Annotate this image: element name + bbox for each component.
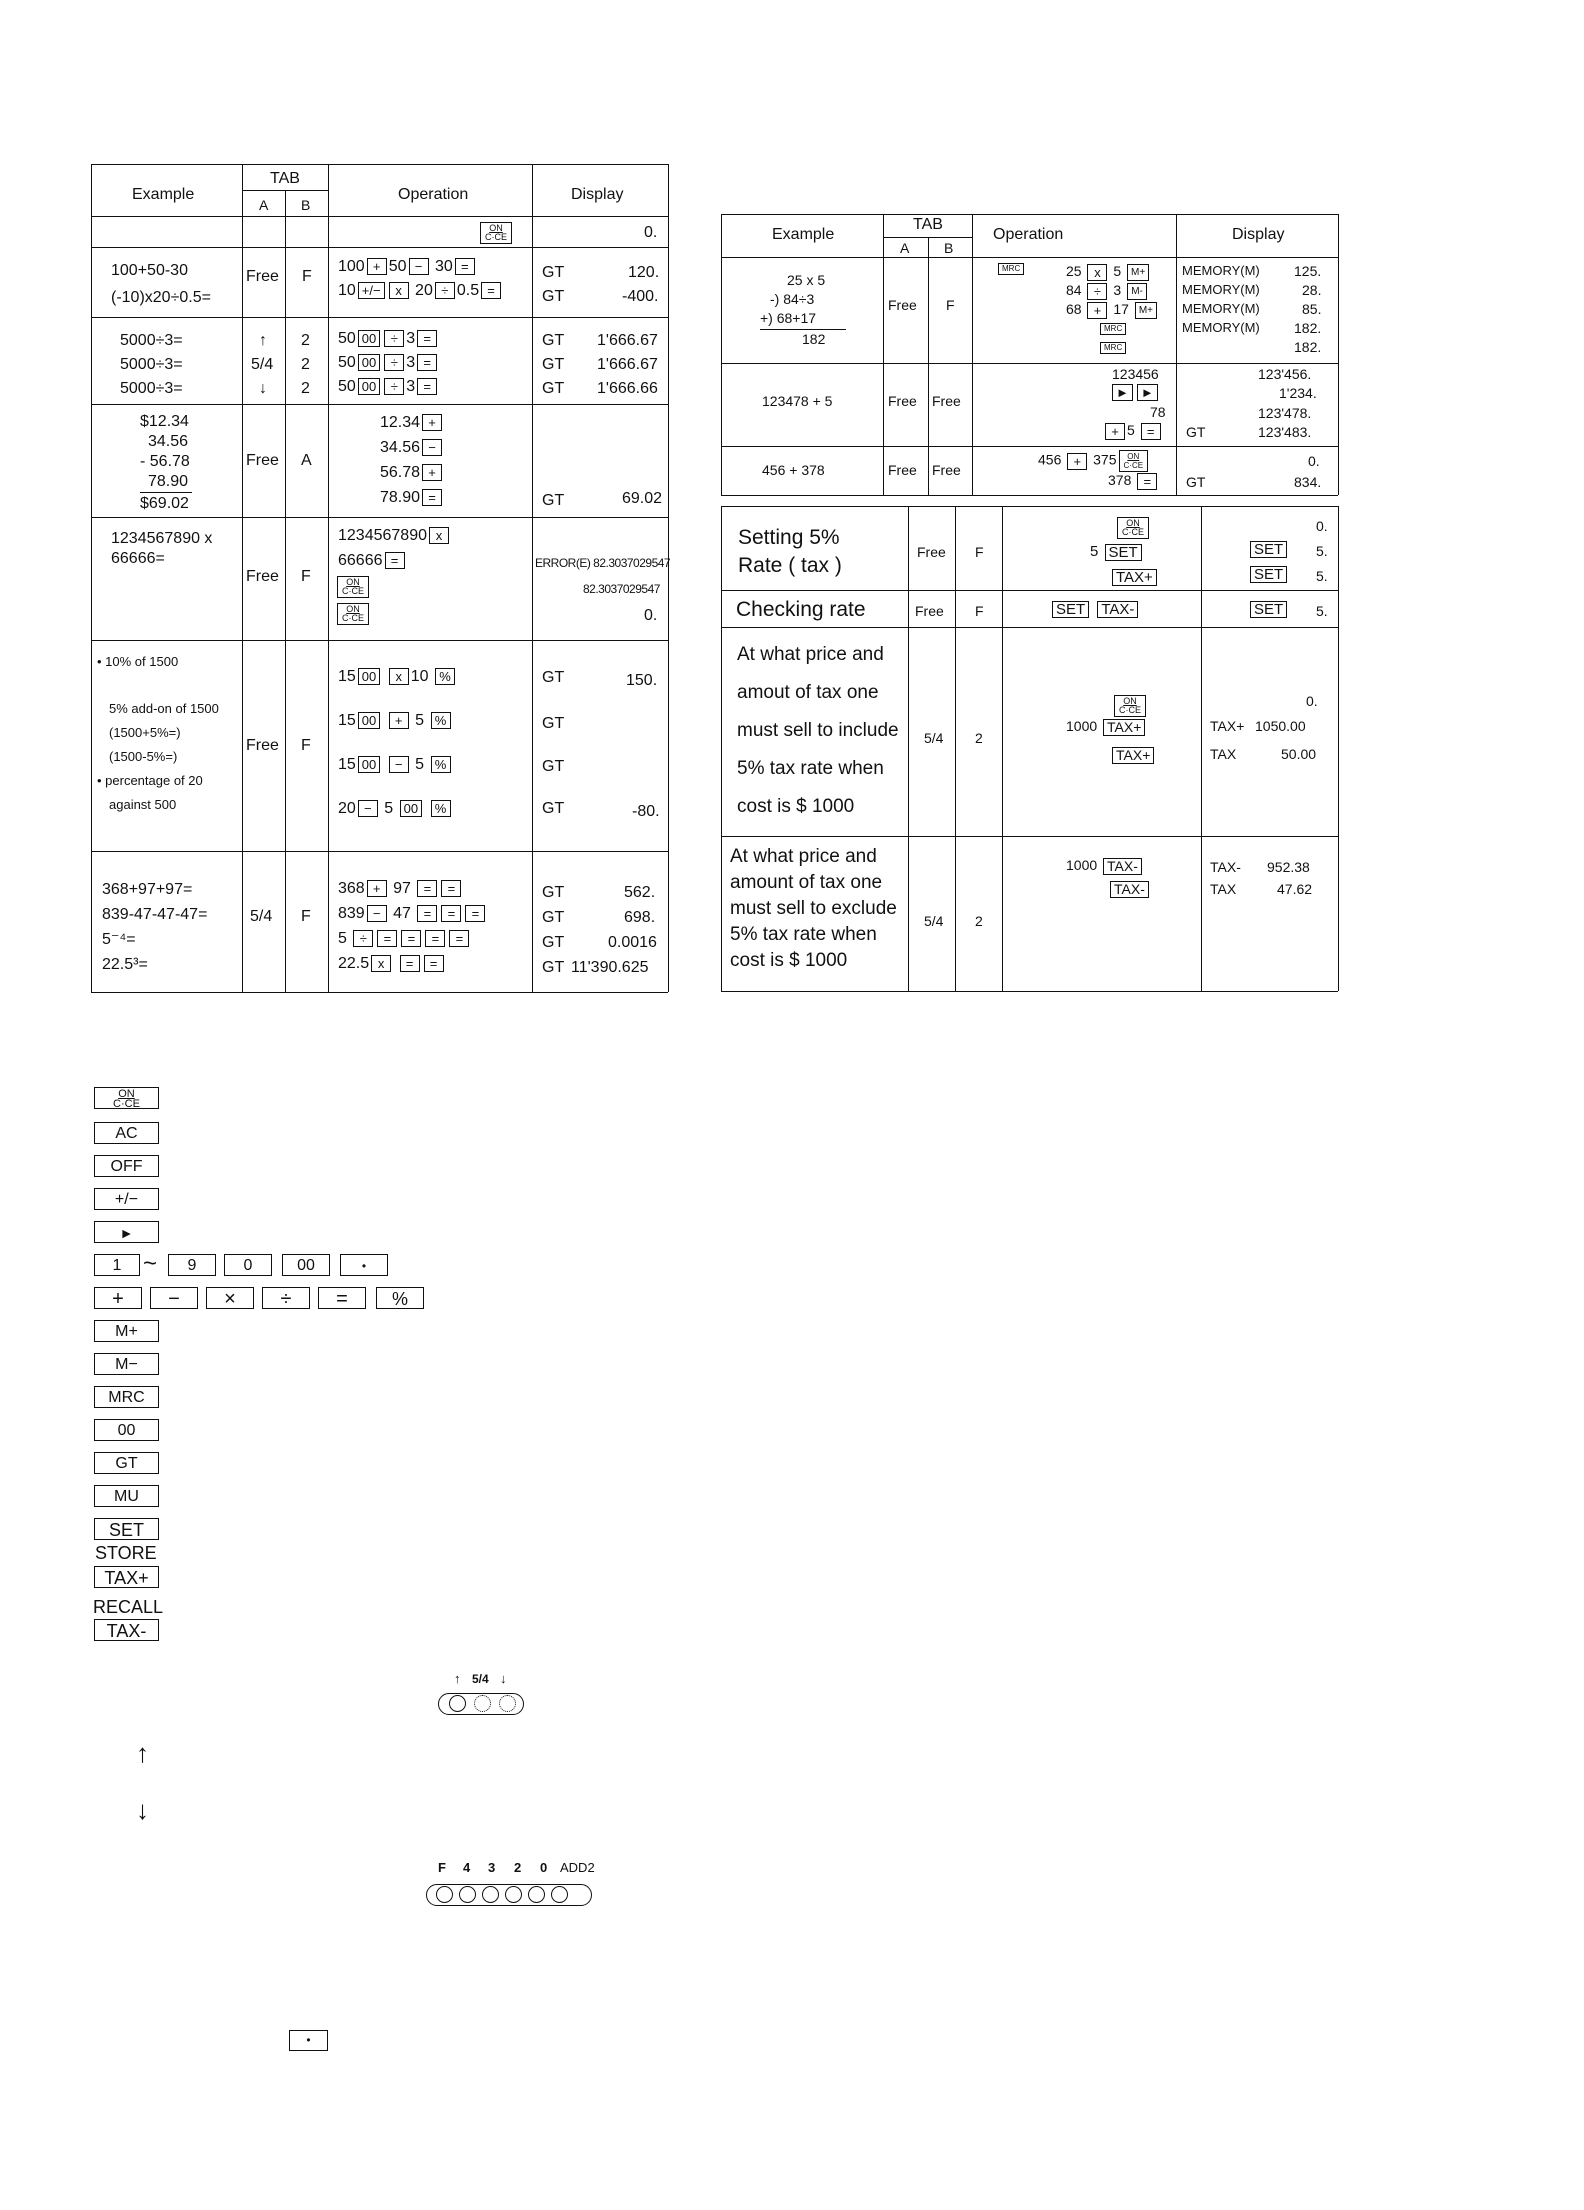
- dec-dot-4: [505, 1886, 522, 1903]
- t2-r3-d2: 834.: [1294, 474, 1322, 490]
- dec-dot-2: [459, 1886, 476, 1903]
- t1-r3-ex5: $69.02: [140, 495, 189, 512]
- t1-r2-d2: 1'666.67: [597, 356, 658, 373]
- t2-r1-mem1: MEMORY(M): [1182, 263, 1260, 278]
- legend-mu-key: MU: [94, 1485, 159, 1507]
- t2-r1-mem4: MEMORY(M): [1182, 320, 1260, 335]
- t2-r1-d4: 182.: [1294, 320, 1322, 336]
- t2-r2-taba: Free: [888, 393, 917, 409]
- t1-r2-gt1: GT: [542, 332, 565, 349]
- t1-r3-ex1: $12.34: [140, 413, 189, 430]
- t2-header-display: Display: [1232, 226, 1285, 243]
- legend-tax-plus-key: TAX+: [94, 1566, 159, 1588]
- t1-r5-disp1: 150.: [626, 672, 658, 689]
- t1-r5-gt3: GT: [542, 758, 565, 775]
- t1-r2-ex1: 5000÷3=: [120, 332, 183, 349]
- dec-label-3: 3: [488, 1860, 496, 1875]
- legend-store-label: STORE: [95, 1543, 157, 1563]
- legend-percent-key: %: [376, 1287, 424, 1309]
- t2-r3-ex: 456 + 378: [762, 462, 825, 478]
- t3-r4-ex2: amount of tax one: [730, 872, 883, 893]
- t3-r3-taba: 5/4: [924, 730, 944, 746]
- t1-r1-gt1: GT: [542, 264, 565, 281]
- t1-r4-op1: 1234567890 x: [338, 527, 451, 545]
- t1-r4-op2: 66666 =: [338, 552, 407, 570]
- t1-r3-taba: Free: [246, 452, 279, 469]
- t2-r2-d3: 123'478.: [1258, 405, 1312, 421]
- t2-r1-d2: 28.: [1302, 282, 1322, 298]
- legend-gt-key: GT: [94, 1452, 159, 1474]
- legend-equals-key: =: [318, 1287, 366, 1309]
- legend-mplus-key: M+: [94, 1320, 159, 1342]
- t2-r1-d5: 182.: [1294, 339, 1322, 355]
- t3-r1-op-set: 5 SET: [1090, 543, 1144, 561]
- t1-r5-taba: Free: [246, 737, 279, 754]
- t3-r3-v2: 50.00: [1281, 746, 1317, 762]
- t1-r5-ex1: • 10% of 1500: [97, 654, 179, 669]
- t1-r3-op4: 78.90 =: [380, 489, 444, 507]
- t1-r2-a1: ↑: [259, 332, 267, 349]
- t1-r6-tabb: F: [301, 908, 311, 925]
- legend-minus-key: −: [150, 1287, 198, 1309]
- t2-r1-ex3: +) 68+17: [760, 310, 817, 326]
- t1-r6-ex2: 839-47-47-47=: [102, 906, 208, 923]
- legend-mrc-key: MRC: [94, 1386, 159, 1408]
- t1-r3-gt: GT: [542, 492, 565, 509]
- t3-r4-ex3: must sell to exclude: [730, 898, 897, 919]
- t1-r3-tabb: A: [301, 452, 312, 469]
- dec-dot-5: [528, 1886, 545, 1903]
- round-switch-body[interactable]: [438, 1693, 524, 1715]
- t1-r2-gt3: GT: [542, 380, 565, 397]
- t3-r3-v1: 1050.00: [1255, 718, 1306, 734]
- t1-r4-ex2: 66666=: [111, 550, 165, 567]
- t1-r2-b2: 2: [301, 356, 310, 373]
- legend-digit-1: 1: [94, 1254, 140, 1276]
- t3-r4-ex5: cost is $ 1000: [730, 950, 848, 971]
- legend-digit-0: 0: [224, 1254, 272, 1276]
- round-dot-1: [449, 1695, 466, 1712]
- t1-r1-taba: Free: [246, 268, 279, 285]
- t1-r2-b1: 2: [301, 332, 310, 349]
- t2-header-tab-a: A: [900, 240, 910, 256]
- legend-set-key: SET: [94, 1518, 159, 1540]
- t1-r6-d4: 11'390.625: [571, 959, 649, 976]
- t3-r1-d1: 5.: [1316, 543, 1328, 559]
- t2-r3-gt: GT: [1186, 474, 1206, 490]
- t3-r2-setkey: SET: [1248, 600, 1289, 618]
- t3-r2-taba: Free: [915, 603, 944, 619]
- t3-r2-d: 5.: [1316, 603, 1328, 619]
- round-label-up: ↑: [454, 1671, 461, 1686]
- t1-r5-gt4: GT: [542, 800, 565, 817]
- t1-r2-op3: 50 00 ÷ 3 =: [338, 378, 439, 396]
- t3-r3-ex4: 5% tax rate when: [737, 758, 884, 779]
- t3-r1-d0: 0.: [1316, 518, 1328, 534]
- t1-r2-gt2: GT: [542, 356, 565, 373]
- round-label-54: 5/4: [472, 1672, 489, 1686]
- t1-r6-d1: 562.: [624, 884, 656, 901]
- t1-r2-ex3: 5000÷3=: [120, 380, 183, 397]
- on-ce-key: $\frac{ON}{C\cdot CE}$: [478, 222, 514, 244]
- dec-label-f: F: [438, 1860, 446, 1875]
- legend-00-key: 00: [94, 1419, 159, 1441]
- header-tab-b: B: [301, 197, 311, 213]
- t1-r4-disp3: 0.: [644, 607, 658, 624]
- t1-r1-ex1: 100+50-30: [111, 262, 188, 279]
- t3-r1-op-tax: TAX+: [1110, 568, 1159, 586]
- t1-r4-taba: Free: [246, 568, 279, 585]
- t2-r1-op1: 25 x 5 M+: [1066, 263, 1151, 281]
- t3-r1-on-ce: $\frac{ON}{C\cdot CE}$: [1115, 517, 1151, 539]
- dec-dot-1: [436, 1886, 453, 1903]
- t2-r2-d2: 1'234.: [1279, 385, 1317, 401]
- dec-dot-6: [551, 1886, 568, 1903]
- t2-r1-mem3: MEMORY(M): [1182, 301, 1260, 316]
- t3-r1-set1: SET: [1248, 540, 1289, 558]
- t3-r2-ex: Checking rate: [736, 598, 866, 621]
- t1-r6-d2: 698.: [624, 909, 656, 926]
- t1-row0-display: 0.: [644, 224, 658, 241]
- t3-r3-ex1: At what price and: [737, 644, 884, 665]
- t2-r1-mem2: MEMORY(M): [1182, 282, 1260, 297]
- t1-r4-disp1: ERROR(E) 82.3037029547: [535, 556, 671, 570]
- t1-r3-op1: 12.34 +: [380, 414, 444, 432]
- t1-r4-disp2: 82.3037029547: [583, 582, 660, 596]
- header-operation: Operation: [398, 186, 469, 203]
- t3-r1-taba: Free: [917, 544, 946, 560]
- dec-label-0: 0: [540, 1860, 548, 1875]
- t1-r2-op2: 50 00 ÷ 3 =: [338, 354, 439, 372]
- t3-r4-ex1: At what price and: [730, 846, 877, 867]
- t1-r1-gt2: GT: [542, 288, 565, 305]
- t2-r2-d1: 123'456.: [1258, 366, 1312, 382]
- t1-r1-op2: 10 +/− x 20 ÷ 0.5 =: [338, 282, 503, 300]
- t1-r1-tabb: F: [302, 268, 312, 285]
- t1-r5-disp4: -80.: [632, 803, 660, 820]
- t1-r2-a3: ↓: [259, 380, 267, 397]
- t1-r6-ex4: 22.5³=: [102, 956, 148, 973]
- t2-r2-d4: 123'483.: [1258, 424, 1312, 440]
- t1-r1-op1: 100 + 50 − 30 =: [338, 258, 477, 276]
- t3-r2-ops: SET TAX-: [1050, 600, 1140, 618]
- t3-r2-tabb: F: [975, 603, 984, 619]
- t2-header-tab: TAB: [913, 216, 943, 233]
- t1-r1-disp1: 120.: [628, 264, 660, 281]
- t1-r4-on-ce-2: $\frac{ON}{C\cdot CE}$: [335, 603, 371, 625]
- t3-r3-op2: TAX+: [1110, 746, 1156, 764]
- t1-r6-gt2: GT: [542, 909, 565, 926]
- t2-r1-op3: 68 + 17 M+: [1066, 301, 1159, 319]
- t1-r5-ex5: • percentage of 20: [97, 773, 203, 788]
- t1-r6-op4: 22.5 x = =: [338, 955, 446, 973]
- t2-r3-op1: 456 + 375 $\frac{ON}{C\cdot CE}$: [1038, 450, 1150, 472]
- t2-r3-taba: Free: [888, 462, 917, 478]
- t3-r4-tabb: 2: [975, 913, 983, 929]
- t1-r5-ex2: 5% add-on of 1500: [109, 701, 219, 716]
- t3-r3-tabb: 2: [975, 730, 983, 746]
- dec-label-2: 2: [514, 1860, 522, 1875]
- t2-r1-mrc2: MRC: [1098, 339, 1128, 357]
- t1-r6-gt1: GT: [542, 884, 565, 901]
- t2-r1-taba: Free: [888, 297, 917, 313]
- t2-r1-mrc1: MRC: [1098, 320, 1128, 338]
- t1-r3-disp: 69.02: [622, 490, 663, 507]
- legend-arrow-key: ►: [94, 1221, 159, 1243]
- t1-r5-ex4: (1500-5%=): [109, 749, 178, 764]
- t3-r1-ex2: Rate ( tax ): [738, 554, 842, 577]
- header-tab: TAB: [270, 170, 300, 187]
- t1-r5-tabb: F: [301, 737, 311, 754]
- dec-dot-3: [482, 1886, 499, 1903]
- t1-r6-taba: 5/4: [250, 908, 273, 925]
- legend-decimal: •: [340, 1254, 388, 1276]
- t1-r6-op1: 368 + 97 = =: [338, 880, 463, 898]
- round-dot-2: [474, 1695, 491, 1712]
- t2-r1-ex4: 182: [802, 331, 826, 347]
- legend-tax-minus-key: TAX-: [94, 1619, 159, 1641]
- legend-sign-key: +/−: [94, 1188, 159, 1210]
- t1-r4-tabb: F: [301, 568, 311, 585]
- t1-r3-ex2: 34.56: [148, 433, 189, 450]
- t1-r2-op1: 50 00 ÷ 3 =: [338, 330, 439, 348]
- t3-r1-d2: 5.: [1316, 568, 1328, 584]
- t2-r2-op4: + 5 =: [1103, 422, 1163, 440]
- t3-r3-ex2: amout of tax one: [737, 682, 879, 703]
- t1-r5-op1: 15 00 x 10 %: [338, 668, 457, 686]
- legend-digit-00: 00: [282, 1254, 330, 1276]
- t1-r6-op3: 5 ÷ = = = =: [338, 930, 471, 948]
- t2-r1-d1: 125.: [1294, 263, 1322, 279]
- round-down-arrow: ↓: [136, 1795, 149, 1825]
- t3-r1-tabb: F: [975, 544, 984, 560]
- t2-r2-op1: 123456: [1112, 366, 1159, 382]
- t2-r2-op2: ► ►: [1110, 384, 1160, 401]
- round-up-arrow: ↑: [136, 1738, 149, 1768]
- t3-r3-ex5: cost is $ 1000: [737, 796, 855, 817]
- t1-r2-d3: 1'666.66: [597, 380, 658, 397]
- t3-r3-ex3: must sell to include: [737, 720, 899, 741]
- round-label-down: ↓: [500, 1671, 507, 1686]
- dec-label-4: 4: [463, 1860, 471, 1875]
- t3-r3-on-ce: $\frac{ON}{C\cdot CE}$: [1112, 695, 1148, 717]
- t2-header-operation: Operation: [993, 226, 1064, 243]
- t2-r2-tabb: Free: [932, 393, 961, 409]
- t1-r5-ex3: (1500+5%=): [109, 725, 181, 740]
- t1-r5-op4: 20 − 5 00 %: [338, 800, 453, 818]
- t1-r6-op2: 839 − 47 = = =: [338, 905, 487, 923]
- t1-r6-gt4: GT: [542, 959, 565, 976]
- legend-recall-label: RECALL: [93, 1597, 164, 1617]
- t1-r4-ex1: 1234567890 x: [111, 530, 213, 547]
- t3-r4-v1: 952.38: [1267, 859, 1310, 875]
- t3-r3-d0: 0.: [1306, 693, 1318, 709]
- round-dot-3: [499, 1695, 516, 1712]
- t3-r4-l2: TAX: [1210, 881, 1237, 897]
- header-tab-a: A: [259, 197, 269, 213]
- t2-header-tab-b: B: [944, 240, 954, 256]
- t2-r2-gt: GT: [1186, 424, 1206, 440]
- t1-r1-disp2: -400.: [622, 288, 659, 305]
- t1-r5-ex6: against 500: [109, 797, 177, 812]
- t2-r1-ex1: 25 x 5: [787, 272, 826, 288]
- t3-r4-taba: 5/4: [924, 913, 944, 929]
- t2-r2-ex: 123478 + 5: [762, 393, 833, 409]
- t3-r3-op1: 1000 TAX+: [1066, 718, 1147, 736]
- legend-mminus-key: M−: [94, 1353, 159, 1375]
- t3-r4-v2: 47.62: [1277, 881, 1313, 897]
- t2-r3-op2: 378 =: [1108, 472, 1159, 490]
- t1-r5-gt1: GT: [542, 669, 565, 686]
- decimal-switch-body[interactable]: [426, 1884, 592, 1906]
- decimal-key-icon: •: [289, 2030, 328, 2051]
- t3-r3-l1: TAX+: [1210, 718, 1245, 734]
- legend-tilde: ~: [143, 1250, 158, 1277]
- t1-r3-op2: 34.56 −: [380, 439, 444, 457]
- legend-digit-9: 9: [168, 1254, 216, 1276]
- t2-r1-tabb: F: [946, 297, 955, 313]
- t3-r1-set2: SET: [1248, 565, 1289, 583]
- t3-r1-ex1: Setting 5%: [738, 526, 840, 549]
- legend-plus-key: +: [94, 1287, 142, 1309]
- dec-label-add2: ADD2: [560, 1860, 595, 1875]
- t1-r2-a2: 5/4: [251, 356, 274, 373]
- legend-on-ce-key: ON C·CE: [94, 1087, 159, 1109]
- t2-r3-d1: 0.: [1308, 453, 1320, 469]
- t1-r6-d3: 0.0016: [608, 934, 657, 951]
- t2-r1-mrc0: MRC: [996, 263, 1026, 275]
- t1-r5-gt2: GT: [542, 715, 565, 732]
- t1-r3-ex3: - 56.78: [140, 453, 190, 470]
- header-example: Example: [132, 186, 195, 203]
- t1-r2-ex2: 5000÷3=: [120, 356, 183, 373]
- t1-r5-op2: 15 00 + 5 %: [338, 712, 453, 730]
- t1-r6-ex3: 5⁻⁴=: [102, 931, 136, 948]
- t1-r4-on-ce-1: $\frac{ON}{C\cdot CE}$: [335, 576, 371, 598]
- t1-r5-op3: 15 00 − 5 %: [338, 756, 453, 774]
- t3-r4-ex4: 5% tax rate when: [730, 924, 877, 945]
- t2-r3-tabb: Free: [932, 462, 961, 478]
- t3-r4-l1: TAX-: [1210, 859, 1241, 875]
- t1-r3-op3: 56.78 +: [380, 464, 444, 482]
- t1-r2-b3: 2: [301, 380, 310, 397]
- t2-r1-op2: 84 ÷ 3 M-: [1066, 282, 1149, 300]
- t2-r2-op3: 78: [1150, 404, 1166, 420]
- t3-r4-op2: TAX-: [1108, 880, 1151, 898]
- t1-r1-ex2: (-10)x20÷0.5=: [111, 289, 211, 306]
- header-display: Display: [571, 186, 624, 203]
- t3-r3-l2: TAX: [1210, 746, 1237, 762]
- t3-r4-op1: 1000 TAX-: [1066, 857, 1144, 875]
- legend-times-key: ×: [206, 1287, 254, 1309]
- t1-r6-gt3: GT: [542, 934, 565, 951]
- t1-r2-d1: 1'666.67: [597, 332, 658, 349]
- t1-r3-ex4: 78.90: [148, 473, 189, 490]
- legend-divide-key: ÷: [262, 1287, 310, 1309]
- t1-r6-ex1: 368+97+97=: [102, 881, 193, 898]
- legend-off-key: OFF: [94, 1155, 159, 1177]
- t2-r1-ex2: -) 84÷3: [770, 291, 815, 307]
- t2-header-example: Example: [772, 226, 835, 243]
- legend-ac-key: AC: [94, 1122, 159, 1144]
- t2-r1-d3: 85.: [1302, 301, 1322, 317]
